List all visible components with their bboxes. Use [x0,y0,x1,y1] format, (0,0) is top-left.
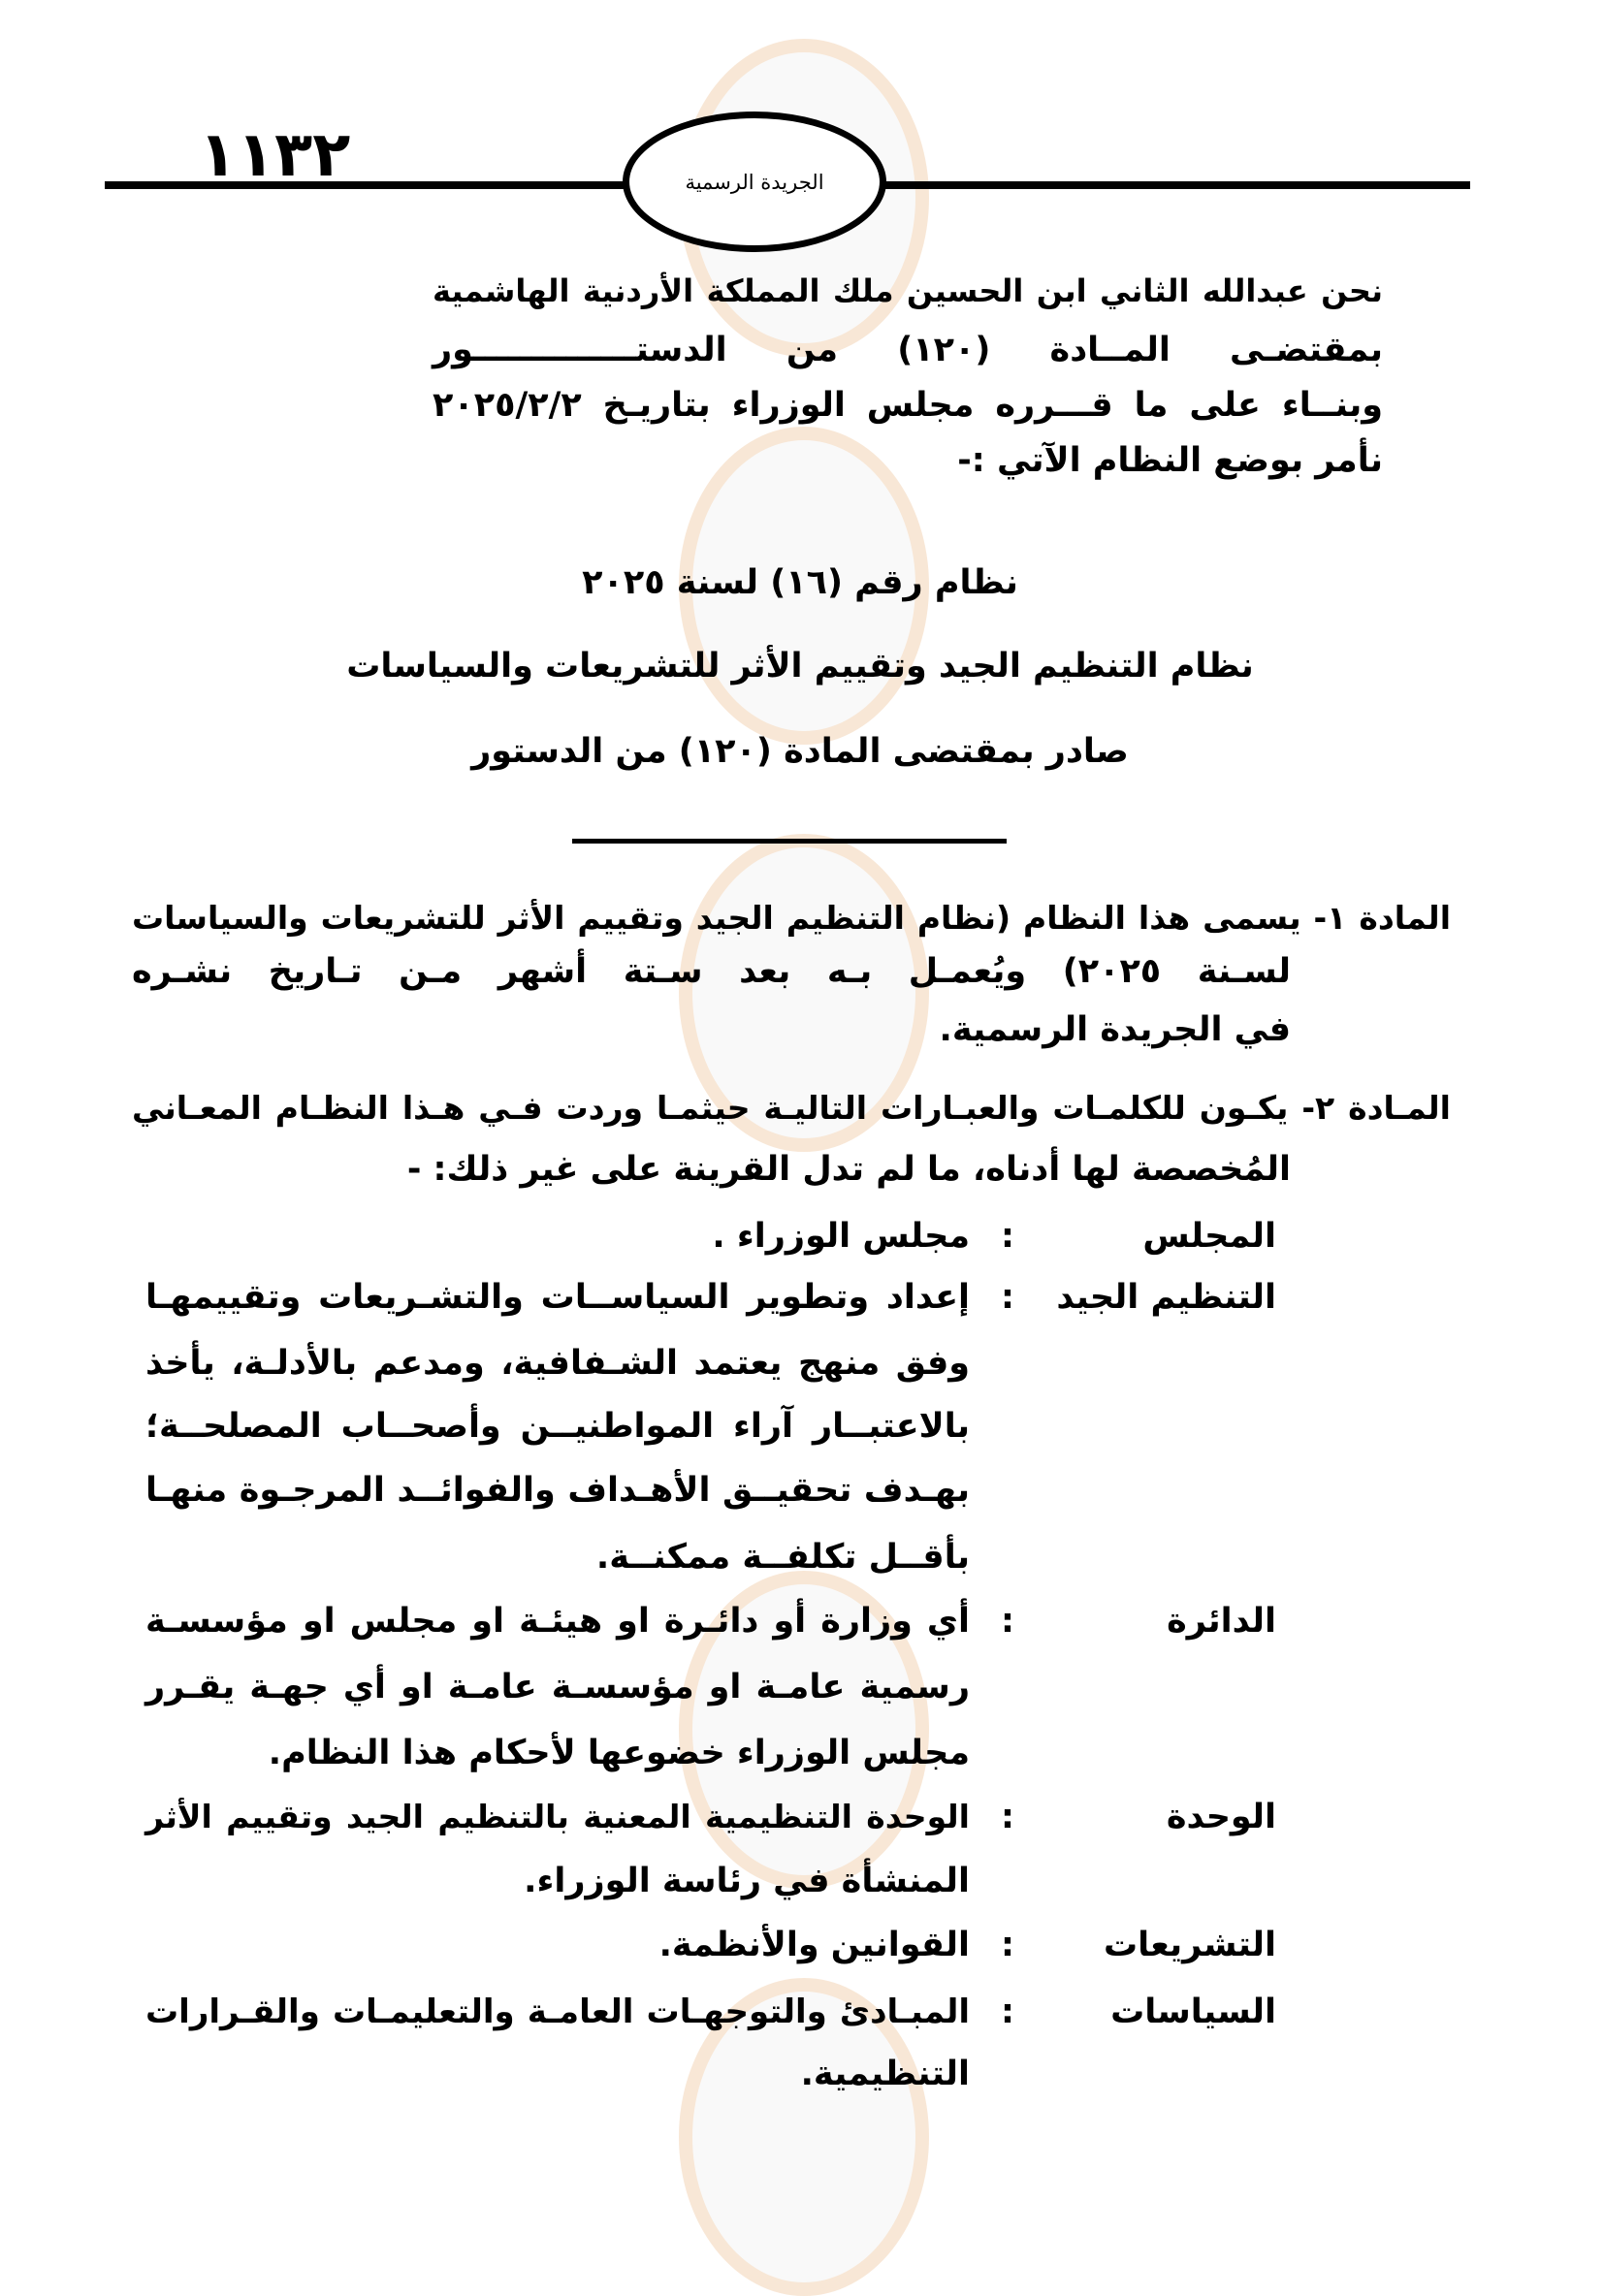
definition-separator: : [1001,1278,1014,1317]
regulation-number: نظام رقم (١٦) لسنة ٢٠٢٥ [582,563,1018,602]
regulation-authority: صادر بمقتضى المادة (١٢٠) من الدستور [471,732,1129,771]
definition-text: التنظيمية. [800,2055,970,2093]
definition-term: التشريعات [1103,1926,1276,1964]
preamble-line: بمقتضـى المــادة (١٢٠) من الدستــــــــــــــور [433,331,1383,369]
preamble-line: وبنــاء على ما قـــرره مجلس الوزراء بتاريـخ ٢٠٢٥/٢/٢ [433,386,1383,425]
article-1-line: في الجريدة الرسمية. [939,1010,1291,1049]
definition-term: السياسات [1110,1993,1276,2031]
definition-text: بهـدف تحقيــق الأهـداف والفوائــد المرجـوة منهـا [145,1471,970,1510]
article-2-line: المُخصصة لها أدناه، ما لم تدل القرينة على غير ذلك: - [406,1150,1291,1189]
article-2-line: المـادة ٢- يكـون للكلمـات والعبـارات التاليـة حيثمـا وردت فـي هـذا النظـام المعـاني [132,1089,1451,1127]
preamble-line: نحن عبدالله الثاني ابن الحسين ملك المملكة الأردنية الهاشمية [433,272,1383,309]
definition-text: بأقــل تكلفــة ممكنــة. [595,1538,970,1577]
definition-term: المجلس [1142,1217,1276,1256]
definition-term: الوحدة [1166,1798,1276,1836]
definition-term: التنظيم الجيد [1056,1278,1276,1317]
page-number: ١١٣٢ [199,119,351,191]
definition-text: رسمية عامـة او مؤسسـة عامـة او أي جهـة يقـرر [145,1668,970,1706]
definition-text: المبـادئ والتوجهـات العامـة والتعليمـات والقـرارات [145,1993,970,2031]
definition-text: مجلس الوزراء . [712,1217,970,1256]
definition-separator: : [1001,1217,1014,1256]
definition-text: الوحدة التنظيمية المعنية بالتنظيم الجيد وتقييم الأثر [145,1798,970,1835]
definition-separator: : [1001,1602,1014,1641]
gazette-name: الجريدة الرسمية [685,170,824,194]
definition-term: الدائرة [1167,1602,1276,1641]
preamble-line: نأمر بوضع النظام الآتي :- [957,441,1383,480]
article-1-line: المادة ١- يسمى هذا النظام (نظام التنظيم الجيد وتقييم الأثر للتشريعات والسياسات [132,899,1451,937]
definition-text: أي وزارة أو دائـرة او هيئـة او مجلس او مؤسسـة [145,1602,970,1641]
definition-text: وفق منهج يعتمد الشـفافية، ومدعم بالأدلـة، يأخذ [145,1344,970,1383]
definition-separator: : [1001,1926,1014,1964]
definition-text: القوانين والأنظمة. [658,1926,970,1964]
definition-text: مجلس الوزراء خضوعها لأحكام هذا النظام. [268,1734,970,1772]
definition-separator: : [1001,1798,1014,1836]
regulation-title: نظام التنظيم الجيد وتقييم الأثر للتشريعات والسياسات [346,647,1254,686]
title-divider [572,839,1007,844]
gazette-emblem [623,112,886,252]
definition-text: إعداد وتطوير السياســات والتشـريعات وتقييمهـا [145,1278,970,1317]
article-1-line: لسـنة ٢٠٢٥) ويُعمـل بـه بعد سـتة أشهر مـن تـاريخ نشـره [132,952,1291,991]
definition-text: بالاعتبــار آراء المواطنيــن وأصحــاب المصلحــة؛ [145,1407,970,1446]
definition-separator: : [1001,1993,1014,2031]
definition-text: المنشأة في رئاسة الوزراء. [524,1862,970,1900]
